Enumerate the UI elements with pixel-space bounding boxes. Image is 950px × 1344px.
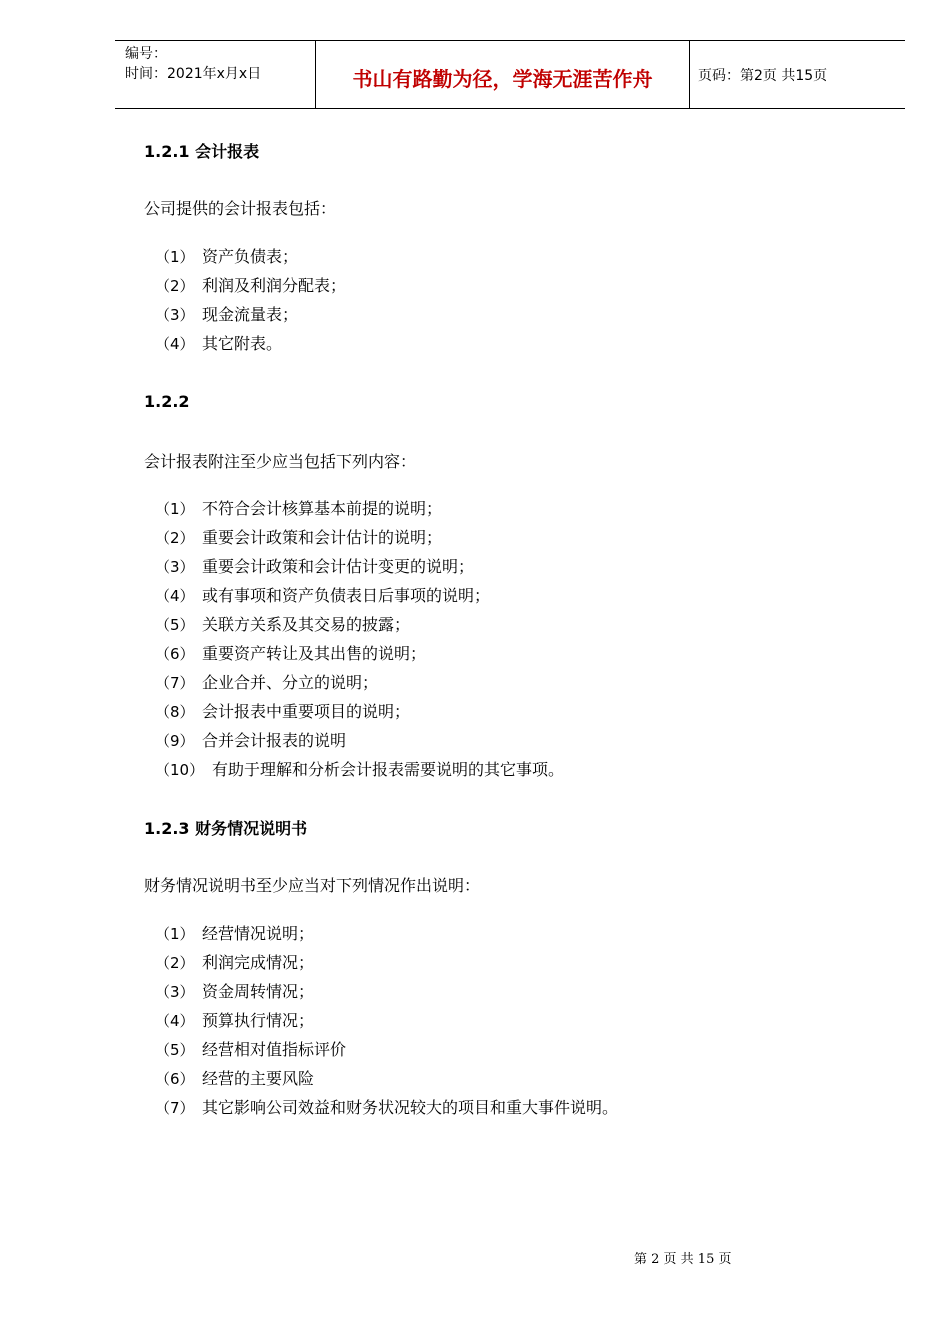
list-item xyxy=(155,242,346,271)
section-list-3 xyxy=(155,919,618,1122)
list-item xyxy=(155,1064,618,1093)
item-number: （5） xyxy=(155,616,195,634)
list-item xyxy=(155,977,618,1006)
item-text: 利润完成情况； xyxy=(202,953,315,972)
item-text: 重要会计政策和会计估计变更的说明； xyxy=(202,557,475,576)
item-number: （3） xyxy=(155,306,195,324)
item-text: 经营相对值指标评价 xyxy=(202,1040,347,1059)
list-item xyxy=(155,494,564,523)
section-list-1 xyxy=(155,242,346,358)
item-text: 其它附表。 xyxy=(202,334,283,353)
list-item xyxy=(155,1035,618,1064)
section-heading-3: 1.2.3 财务情况说明书 xyxy=(144,819,308,838)
item-number: （2） xyxy=(155,954,195,972)
item-text: 经营情况说明； xyxy=(202,924,315,943)
page-footer: 第 2 页 共 15 页 xyxy=(634,1252,732,1267)
list-item xyxy=(155,271,346,300)
date-line: 时间：2021年x月x日 xyxy=(125,66,262,82)
item-text: 合并会计报表的说明 xyxy=(202,731,347,750)
item-text: 利润及利润分配表； xyxy=(202,276,347,295)
item-number: （2） xyxy=(155,529,195,547)
page-info: 页码：第2页 共15页 xyxy=(698,68,828,84)
item-text: 关联方关系及其交易的披露； xyxy=(202,615,411,634)
item-text: 重要资产转让及其出售的说明； xyxy=(202,644,427,663)
item-text: 经营的主要风险 xyxy=(202,1069,315,1088)
item-number: （6） xyxy=(155,645,195,663)
list-item xyxy=(155,1093,618,1122)
section-intro-1: 公司提供的会计报表包括： xyxy=(144,199,337,218)
list-item xyxy=(155,552,564,581)
header-motto-cell xyxy=(316,41,690,108)
item-text: 有助于理解和分析会计报表需要说明的其它事项。 xyxy=(212,760,565,779)
item-text: 或有事项和资产负债表日后事项的说明； xyxy=(202,586,491,605)
section-intro-2: 会计报表附注至少应当包括下列内容： xyxy=(144,452,417,471)
list-item xyxy=(155,610,564,639)
item-text: 其它影响公司效益和财务状况较大的项目和重大事件说明。 xyxy=(202,1098,619,1117)
item-text: 会计报表中重要项目的说明； xyxy=(202,702,411,721)
section-intro-3: 财务情况说明书至少应当对下列情况作出说明： xyxy=(144,876,481,895)
item-number: （3） xyxy=(155,558,195,576)
list-item xyxy=(155,329,346,358)
item-text: 现金流量表； xyxy=(202,305,299,324)
item-number: （1） xyxy=(155,500,195,518)
list-item xyxy=(155,697,564,726)
list-item xyxy=(155,639,564,668)
list-item xyxy=(155,919,618,948)
list-item xyxy=(155,523,564,552)
list-item xyxy=(155,581,564,610)
header-right-cell xyxy=(690,41,905,108)
item-text: 预算执行情况； xyxy=(202,1011,315,1030)
item-number: （1） xyxy=(155,925,195,943)
list-item xyxy=(155,300,346,329)
list-item xyxy=(155,948,618,977)
item-text: 重要会计政策和会计估计的说明； xyxy=(202,528,443,547)
item-text: 资产负债表； xyxy=(202,247,299,266)
item-text: 不符合会计核算基本前提的说明； xyxy=(202,499,443,518)
header-left-cell xyxy=(115,41,316,108)
item-number: （4） xyxy=(155,1012,195,1030)
section-list-2 xyxy=(155,494,564,784)
item-number: （10） xyxy=(155,761,205,779)
code-label: 编号： xyxy=(125,46,167,62)
item-number: （4） xyxy=(155,587,195,605)
item-number: （1） xyxy=(155,248,195,266)
page-header xyxy=(115,40,905,109)
section-heading-2: 1.2.2 xyxy=(144,392,190,411)
item-number: （5） xyxy=(155,1041,195,1059)
item-text: 资金周转情况； xyxy=(202,982,315,1001)
item-number: （7） xyxy=(155,674,195,692)
item-number: （8） xyxy=(155,703,195,721)
list-item xyxy=(155,1006,618,1035)
item-number: （6） xyxy=(155,1070,195,1088)
motto: 书山有路勤为径，学海无涯苦作舟 xyxy=(352,67,653,91)
list-item xyxy=(155,726,564,755)
list-item xyxy=(155,755,564,784)
list-item xyxy=(155,668,564,697)
item-number: （7） xyxy=(155,1099,195,1117)
item-text: 企业合并、分立的说明； xyxy=(202,673,379,692)
item-number: （3） xyxy=(155,983,195,1001)
section-heading-1: 1.2.1 会计报表 xyxy=(144,142,260,161)
item-number: （2） xyxy=(155,277,195,295)
item-number: （9） xyxy=(155,732,195,750)
item-number: （4） xyxy=(155,335,195,353)
